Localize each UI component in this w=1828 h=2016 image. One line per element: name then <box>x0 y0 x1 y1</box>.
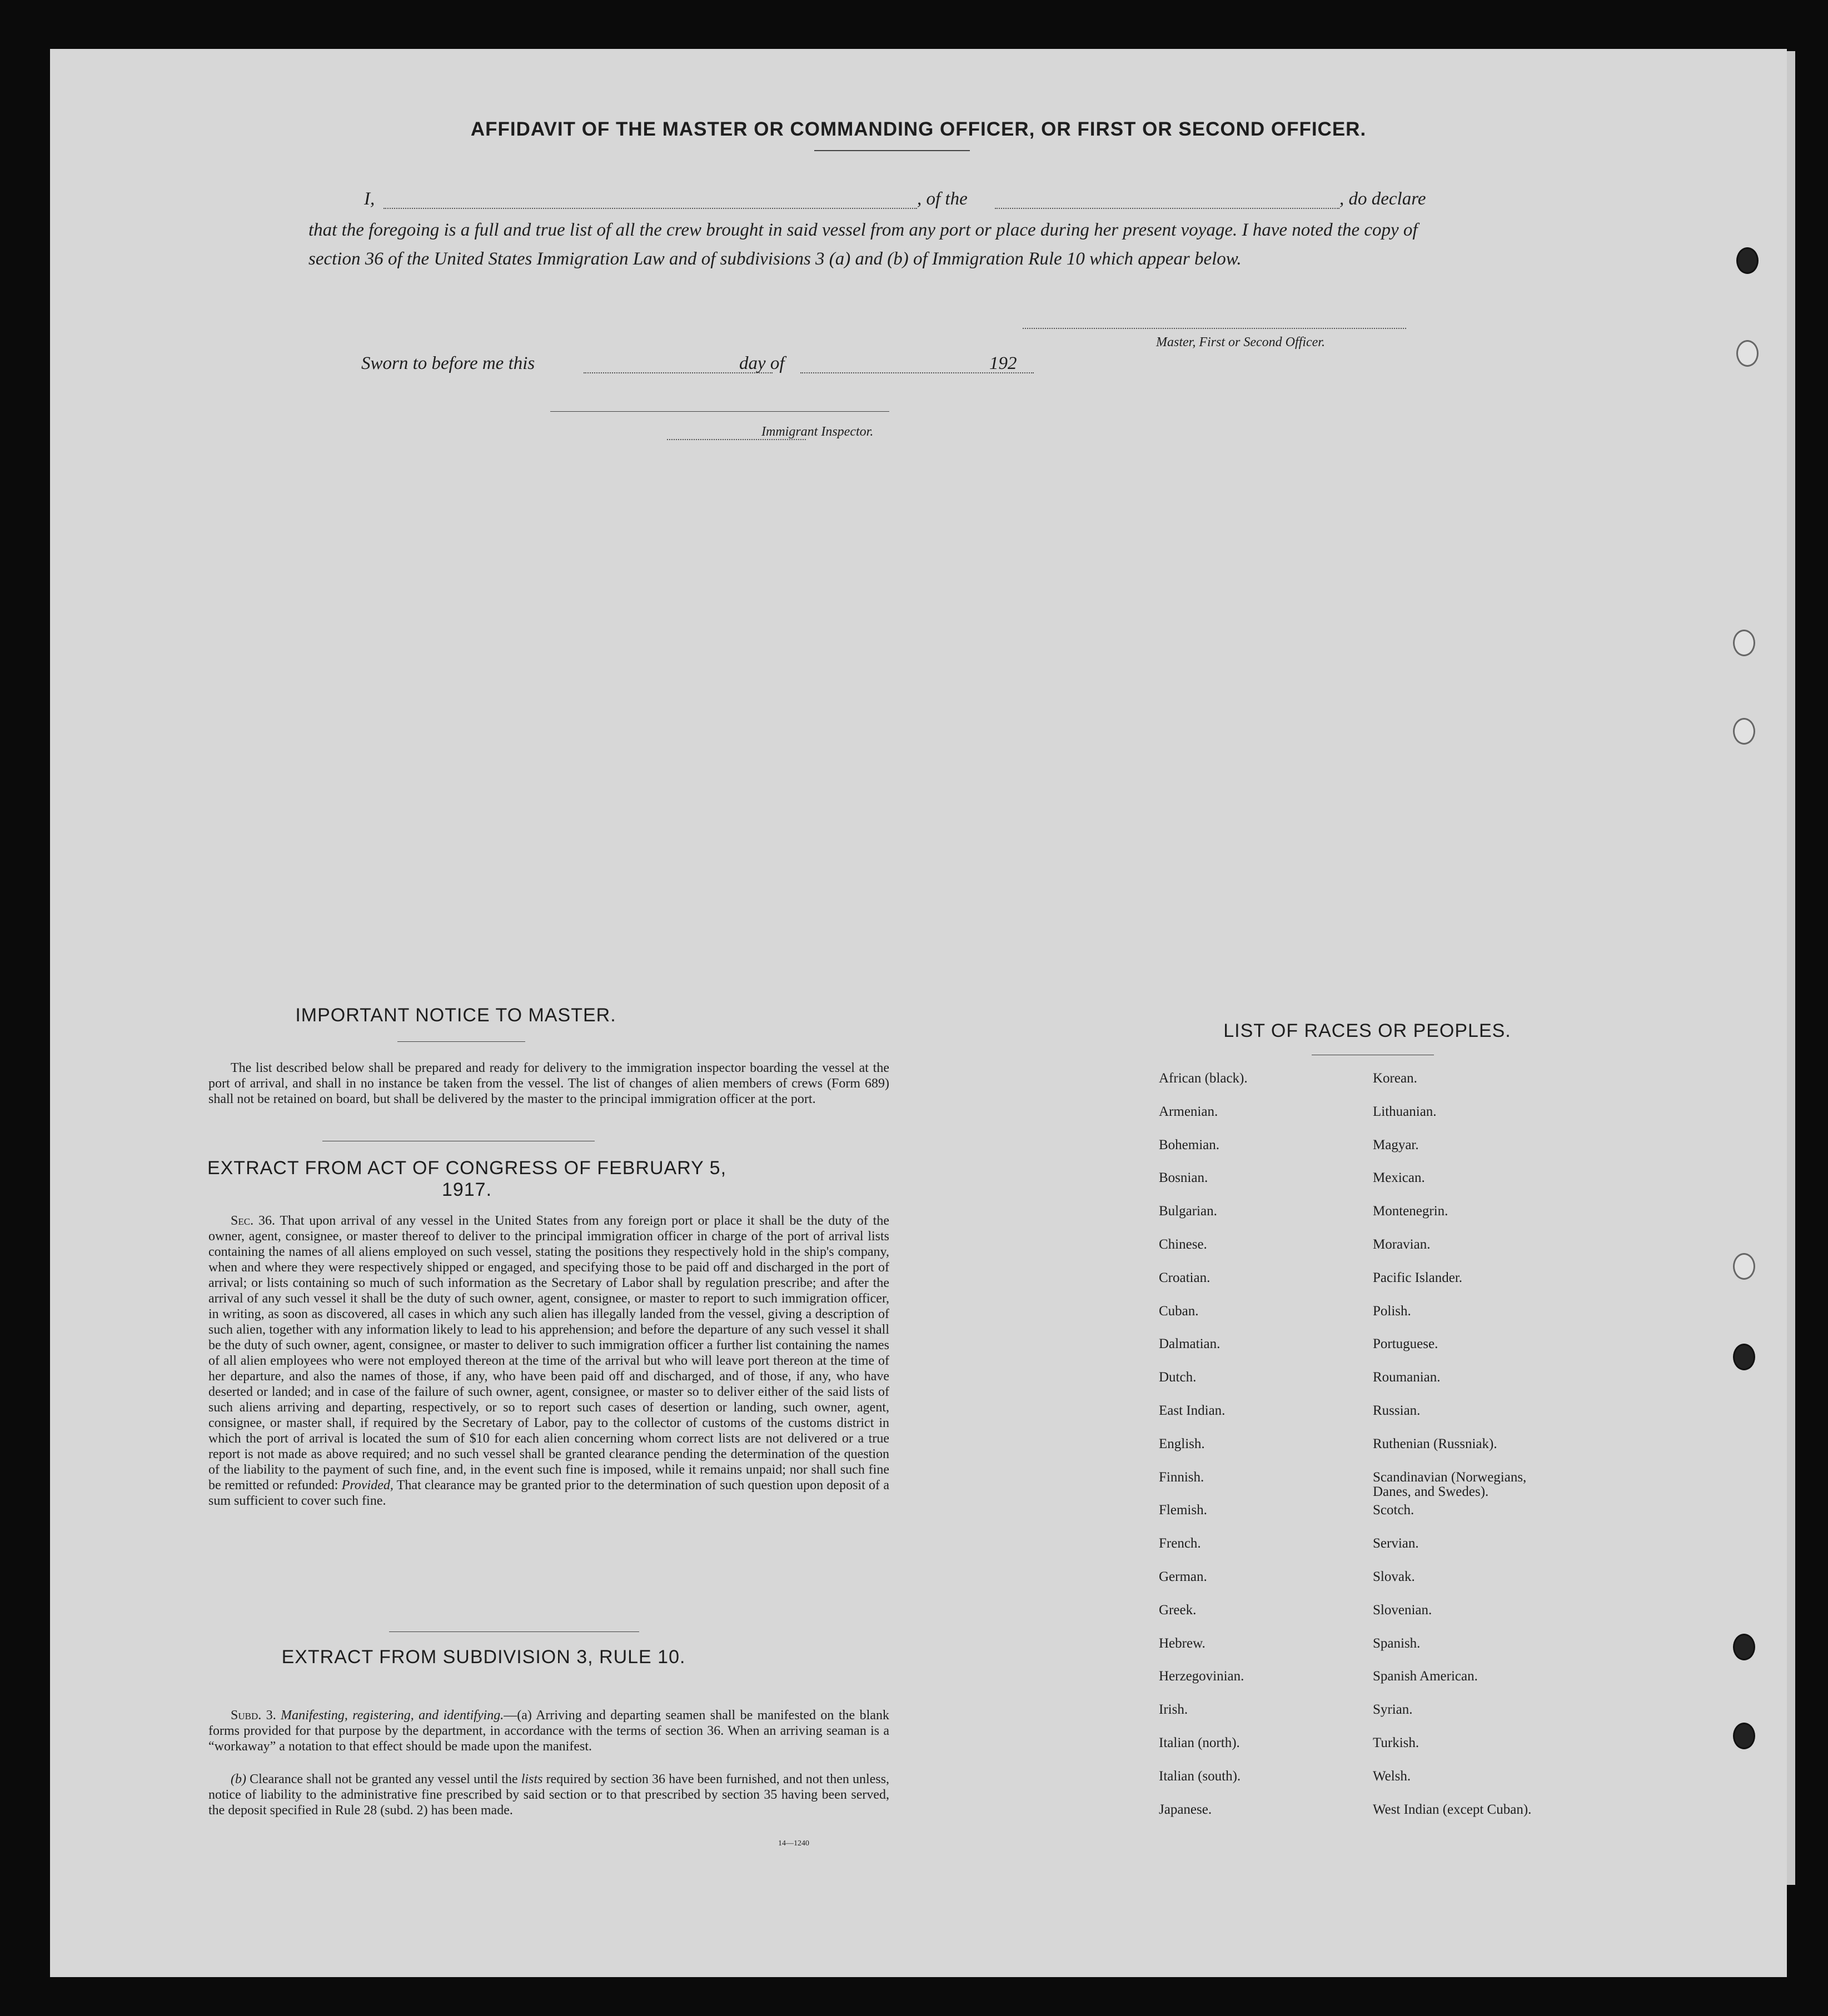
rule-extract-title: EXTRACT FROM SUBDIVISION 3, RULE 10. <box>281 1646 686 1668</box>
races-left-column <box>1159 1071 1359 1835</box>
race-item: Ruthenian (Russniak). <box>1373 1436 1497 1451</box>
race-item: Herzegovinian. <box>1159 1669 1244 1684</box>
binder-hole <box>1736 340 1759 367</box>
race-item: Syrian. <box>1373 1702 1413 1718</box>
binder-hole <box>1733 1723 1755 1749</box>
affidavit-of-the: , of the <box>917 189 968 209</box>
race-item: Greek. <box>1159 1602 1197 1618</box>
race-item: Italian (north). <box>1159 1735 1240 1750</box>
sworn-prefix: Sworn to before me this <box>361 353 535 373</box>
binder-hole <box>1736 247 1759 274</box>
race-item: Flemish. <box>1159 1503 1207 1518</box>
race-item: Welsh. <box>1373 1768 1411 1784</box>
master-signature-field[interactable] <box>1023 328 1406 329</box>
race-item: English. <box>1159 1436 1205 1451</box>
master-signature-label: Master, First or Second Officer. <box>1156 335 1325 350</box>
race-item: Montenegrin. <box>1373 1204 1448 1219</box>
race-item: Armenian. <box>1159 1104 1218 1119</box>
race-item: Dalmatian. <box>1159 1336 1221 1352</box>
race-item: Magyar. <box>1373 1137 1419 1152</box>
binder-hole <box>1733 1344 1755 1370</box>
race-item: Croatian. <box>1159 1270 1211 1285</box>
act-section-body: That upon arrival of any vessel in the United States from any foreign port or place it shall be the duty of the owner, agent, consignee, or master thereof to deliver to the principal immigration officer in charge of the port of arrival lists containing the names of all aliens employed on such vessel, stating the positions they respectively hold in the ship's company, when and where they were respectively shipped or engaged, and specifying those to be paid off and discharged in the port of arrival; or lists containing so much of such information as the Secretary of Labor shall by regulation prescribe; and after the arrival of any such vessel it shall be the duty of such owner, agent, consignee, or master to report to such immigration officer, in writing, as soon as discovered, all cases in which any such alien has illegally landed from the vessel, giving a description of such alien, together with any information likely to lead to his apprehension; and before the departure of any such vessel it shall be the duty of such owner, agent, consignee, or master to deliver to such immigration officer a further list containing the names of all alien employees who were not employed thereon at the time of the arrival but who will leave port thereon at the time of her departure, and also the names of those, if any, who have been paid off and discharged, and of those, if any, who have deserted or landed; and in case of the failure of such owner, agent, consignee, or master so to deliver either of the said lists of such aliens arriving and departing, respectively, or so to report such cases of desertion or landing, such owner, agent, consignee, or master shall, if required by the Secretary of Labor, pay to the collector of customs of the customs district in which the port of arrival is located the sum of $10 for each alien concerning whom correct lists are not delivered or a true report is not made as above required; and no such vessel shall be granted clearance pending the determination of the question of the liability to the payment of such fine, and, in the event such fine is imposed, while it remains unpaid; nor shall such fine be remitted or refunded: <box>208 1214 890 1493</box>
races-right-column <box>1373 1071 1628 1835</box>
binder-hole <box>1733 718 1755 745</box>
inspector-label: Immigrant Inspector. <box>761 425 874 439</box>
race-item: French. <box>1159 1536 1201 1551</box>
race-item: Irish. <box>1159 1702 1188 1718</box>
race-item: Spanish American. <box>1373 1669 1478 1684</box>
race-item: Korean. <box>1373 1071 1417 1086</box>
race-item: Japanese. <box>1159 1802 1212 1817</box>
races-title: LIST OF RACES OR PEOPLES. <box>1223 1020 1511 1041</box>
race-item: Bosnian. <box>1159 1170 1208 1186</box>
race-item: Finnish. <box>1159 1469 1204 1485</box>
affidavit-body: that the foregoing is a full and true list of all the crew brought in said vessel from any port or place during her present voyage. I have noted the copy of section 36 of the United States Immigration Law and of subdivisions 3 (a) and (b) of Immigration Rule 10 which appear below. <box>308 220 1418 269</box>
race-item: Dutch. <box>1159 1370 1197 1385</box>
form-number: 14—1240 <box>778 1839 809 1848</box>
inspector-signature-line[interactable] <box>550 411 889 412</box>
rule-para-a-text: Arriving and departing seamen shall be manifested on the blank forms provided for that purpose by the department, in accordance with the terms of section 36. When an arriving seaman is a “workaway” a notation to that effect should be made upon the manifest. <box>208 1708 889 1754</box>
affidavit-vessel-field[interactable] <box>995 208 1339 209</box>
rule-para-b-text-1: Clearance shall not be granted any vessel until the <box>250 1772 518 1787</box>
race-item: Moravian. <box>1373 1236 1431 1252</box>
rule-para-a-marker: —(a) <box>504 1708 532 1723</box>
race-item: Servian. <box>1373 1536 1419 1551</box>
notice-title: IMPORTANT NOTICE TO MASTER. <box>295 1005 616 1026</box>
race-item: Chinese. <box>1159 1236 1207 1252</box>
act-provided-text: That clearance may be granted prior to the determination of such question upon deposit of a sum sufficient to cover such fine. <box>208 1478 889 1508</box>
race-item: Bohemian. <box>1159 1137 1220 1152</box>
sworn-day-of: day of <box>739 353 785 373</box>
race-item: Portuguese. <box>1373 1336 1438 1352</box>
notice-title-rule <box>397 1041 525 1042</box>
race-item: Turkish. <box>1373 1735 1419 1750</box>
rule-para-b-text-2: required by section 36 have been furnished, and not then unless, notice of liability to the administrative fine prescribed by said section or to that prescribed by section 35 having been served, the deposit specified in Rule 28 (subd. 2) has been made. <box>208 1772 890 1818</box>
rule-extract-para-b <box>208 1772 889 1818</box>
act-separator <box>389 1631 639 1632</box>
race-item: German. <box>1159 1569 1207 1584</box>
race-item: Bulgarian. <box>1159 1204 1217 1219</box>
act-section-label: Sec. 36. <box>231 1214 275 1228</box>
rule-extract-para-a <box>208 1708 889 1754</box>
race-item: Slovak. <box>1373 1569 1415 1584</box>
race-item: West Indian (except Cuban). <box>1373 1802 1532 1817</box>
affidavit-do-declare: , do declare <box>1339 189 1426 209</box>
affidavit-i: I, <box>364 189 375 209</box>
act-provided-label: Provided, <box>341 1478 394 1493</box>
race-item: Spanish. <box>1373 1635 1421 1651</box>
race-item: Italian (south). <box>1159 1768 1241 1784</box>
race-item: Scotch. <box>1373 1503 1414 1518</box>
race-item: Polish. <box>1373 1303 1411 1319</box>
binder-hole <box>1733 1634 1755 1660</box>
race-item: Roumanian. <box>1373 1370 1441 1385</box>
race-item: Mexican. <box>1373 1170 1425 1186</box>
act-extract-text <box>208 1213 889 1509</box>
affidavit-name-field[interactable] <box>383 208 917 209</box>
act-extract-title: EXTRACT FROM ACT OF CONGRESS OF FEBRUARY 5, 1917. <box>207 1157 727 1200</box>
race-item: Lithuanian. <box>1373 1104 1437 1119</box>
rule-subd-heading: Manifesting, registering, and identifying. <box>281 1708 504 1723</box>
manifest-page <box>50 49 1787 1977</box>
race-item: Russian. <box>1373 1403 1421 1418</box>
rule-para-b-lists: lists <box>521 1772 543 1787</box>
race-item: Hebrew. <box>1159 1635 1206 1651</box>
binder-hole <box>1733 1253 1755 1280</box>
notice-text: The list described below shall be prepared and ready for delivery to the immigration inspector boarding the vessel at the port of arrival, and shall in no instance be taken from the vessel. The list of changes of alien members of crews (Form 689) shall not be retained on board, but shall be delivered by the master to the principal immigration officer at the port. <box>208 1061 889 1106</box>
rule-subd-label: Subd. 3. <box>231 1708 276 1723</box>
race-item: Scandinavian (Norwegians, Danes, and Swedes). <box>1373 1469 1527 1499</box>
race-item: Cuban. <box>1159 1303 1199 1319</box>
affidavit-title: AFFIDAVIT OF THE MASTER OR COMMANDING OFFICER, OR FIRST OR SECOND OFFICER. <box>470 118 1367 140</box>
race-item: Slovenian. <box>1373 1602 1432 1618</box>
binder-hole <box>1733 630 1755 656</box>
sworn-year: 192 <box>989 353 1017 373</box>
race-item: East Indian. <box>1159 1403 1226 1418</box>
race-item: Pacific Islander. <box>1373 1270 1463 1285</box>
race-item: African (black). <box>1159 1071 1248 1086</box>
affidavit-title-rule <box>814 150 970 151</box>
rule-para-b-marker: (b) <box>231 1772 246 1787</box>
